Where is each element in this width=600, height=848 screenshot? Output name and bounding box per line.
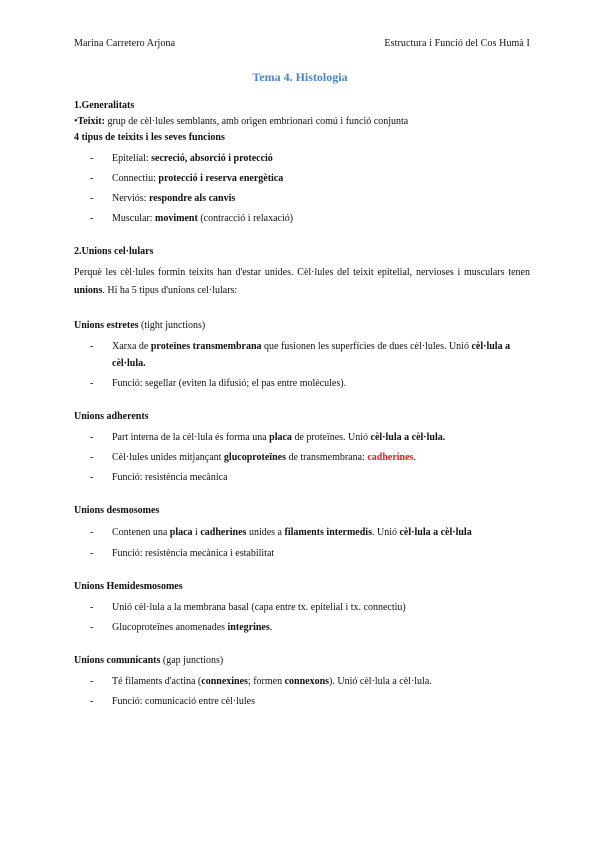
item-emphasis: integrines: [227, 622, 270, 633]
item-emphasis: cèl·lula a cèl·lula.: [370, 432, 446, 443]
dash-marker: -: [90, 193, 94, 204]
dash-marker: -: [90, 341, 94, 352]
desmosomes-heading: Unions desmosomes: [74, 505, 160, 516]
item-text: Cèl·lules unides mitjançant: [112, 452, 224, 463]
item-text: Funció: comunicació entre cèl·lules: [112, 696, 256, 707]
item-text: de transmembrana:: [285, 452, 368, 463]
estretes-subtitle: (tight junctions): [138, 320, 206, 331]
hemidesmosomes-heading: Unions Hemidesmosomes: [74, 581, 183, 592]
dash-marker: -: [90, 378, 94, 389]
item-emphasis: proteïnes transmembrana: [150, 341, 262, 352]
item-emphasis: cèl·lula a cèl·lula: [399, 527, 472, 538]
adherents-heading: Unions adherents: [74, 411, 149, 422]
tissue-function-note: (contracció i relaxació): [197, 213, 294, 224]
item-text: .: [413, 452, 416, 463]
comunicants-title: Unions comunicants: [74, 655, 161, 666]
intro-emphasis: unions: [74, 285, 103, 296]
dash-marker: -: [90, 432, 94, 443]
list-item: [74, 429, 530, 446]
item-emphasis: placa: [169, 527, 193, 538]
item-text: ; formen: [247, 676, 285, 687]
estretes-heading: [74, 318, 530, 334]
tissue-function: respondre als canvis: [148, 193, 236, 204]
item-emphasis: filaments intermedis: [284, 527, 372, 538]
item-text: Part interna de la cèl·lula és forma una: [112, 432, 270, 443]
item-text: que fusionen les superfícies de dues cèl·lules. Unió: [261, 341, 472, 352]
item-text: Unió cèl·lula a la membrana basal (capa entre tx. epitelial i tx. connectiu): [112, 602, 406, 613]
tissue-name: Muscular:: [112, 213, 156, 224]
tissue-function: moviment: [155, 213, 198, 224]
intro-text: Perquè les cèl·lules formin teixits han d'estar unides. Cèl·lules del teixit epitelial, nervioses i musculars tenen: [74, 267, 530, 278]
item-emphasis: cadherines: [200, 527, 247, 538]
item-text: Funció: resistència mecànica i estabilitat: [112, 548, 275, 559]
item-text: ). Unió cèl·lula a cèl·lula.: [329, 676, 432, 687]
section-heading-generalitats: 1.Generalitats: [74, 100, 135, 111]
item-emphasis: connexons: [284, 676, 330, 687]
comunicants-heading: [74, 653, 530, 669]
item-text: unides a: [246, 527, 285, 538]
item-text: Contenen una: [112, 527, 170, 538]
list-item: [74, 338, 530, 372]
dash-marker: -: [90, 472, 94, 483]
item-text: Funció: resistència mecànica: [112, 472, 228, 483]
comunicants-subtitle: (gap junctions): [160, 655, 224, 666]
header-author: Marina Carretero Arjona: [74, 38, 176, 49]
tissue-name: Epitelial:: [112, 153, 152, 164]
item-text: Té filaments d'actina (: [112, 676, 202, 687]
document-body: [74, 98, 530, 713]
teixit-definition: [74, 114, 530, 130]
page-title: Tema 4. Histologia: [252, 70, 348, 84]
list-item: [74, 170, 530, 187]
item-text: de proteïnes. Unió: [291, 432, 371, 443]
tissue-types-list: [74, 150, 530, 227]
item-text: i: [192, 527, 201, 538]
adherents-list: [74, 429, 530, 486]
dash-marker: -: [90, 602, 94, 613]
comunicants-list: [74, 673, 530, 710]
item-emphasis: placa: [269, 432, 292, 443]
bullet-marker: •: [74, 116, 78, 127]
list-item: [74, 673, 530, 690]
section-heading-unions: 2.Unions cel·lulars: [74, 246, 154, 257]
list-item: [74, 545, 530, 562]
list-item: [74, 693, 530, 710]
teixit-label: Teixit:: [77, 116, 105, 127]
teixit-text: grup de cèl·lules semblants, amb origen embrionari comú i funció conjunta: [104, 116, 409, 127]
item-emphasis: cèl·lula a cèl·lula.: [112, 341, 511, 369]
item-text: Glucoproteïnes anomenades: [112, 622, 228, 633]
unions-intro: [74, 264, 530, 300]
list-item: [74, 469, 530, 486]
list-item: [74, 210, 530, 227]
item-text: Xarxa de: [112, 341, 151, 352]
dash-marker: -: [90, 173, 94, 184]
estretes-list: [74, 338, 530, 392]
header-course: Estructura i Funció del Cos Humà I: [384, 38, 530, 49]
list-item: [74, 599, 530, 616]
tissue-name: Connectiu:: [112, 173, 159, 184]
estretes-title: Unions estretes: [74, 320, 139, 331]
item-emphasis: connexines: [201, 676, 248, 687]
list-item: [74, 375, 530, 392]
dash-marker: -: [90, 527, 94, 538]
tissue-name: Nerviós:: [112, 193, 149, 204]
highlighted-term: cadherines: [367, 452, 414, 463]
tissue-function: protecció i reserva energètica: [158, 173, 284, 184]
tissue-function: secreció, absorció i protecció: [151, 153, 273, 164]
dash-marker: -: [90, 548, 94, 559]
item-text: Funció: segellar (eviten la difusió; el pas entre molècules).: [112, 378, 347, 389]
intro-text-end: . Hi ha 5 tipus d'unions cel·lulars:: [102, 285, 238, 296]
dash-marker: -: [90, 213, 94, 224]
list-item: [74, 449, 530, 466]
hemidesmosomes-list: [74, 599, 530, 636]
list-item: [74, 523, 530, 542]
dash-marker: -: [90, 153, 94, 164]
dash-marker: -: [90, 696, 94, 707]
list-item: [74, 190, 530, 207]
item-text: .: [269, 622, 273, 633]
tissue-types-heading: 4 tipus de teixits i les seves funcions: [74, 132, 225, 143]
dash-marker: -: [90, 452, 94, 463]
list-item: [74, 150, 530, 167]
list-item: [74, 619, 530, 636]
item-text: . Unió: [371, 527, 400, 538]
dash-marker: -: [90, 676, 94, 687]
item-emphasis: glucoproteïnes: [223, 452, 286, 463]
desmosomes-list: [74, 523, 530, 562]
dash-marker: -: [90, 622, 94, 633]
